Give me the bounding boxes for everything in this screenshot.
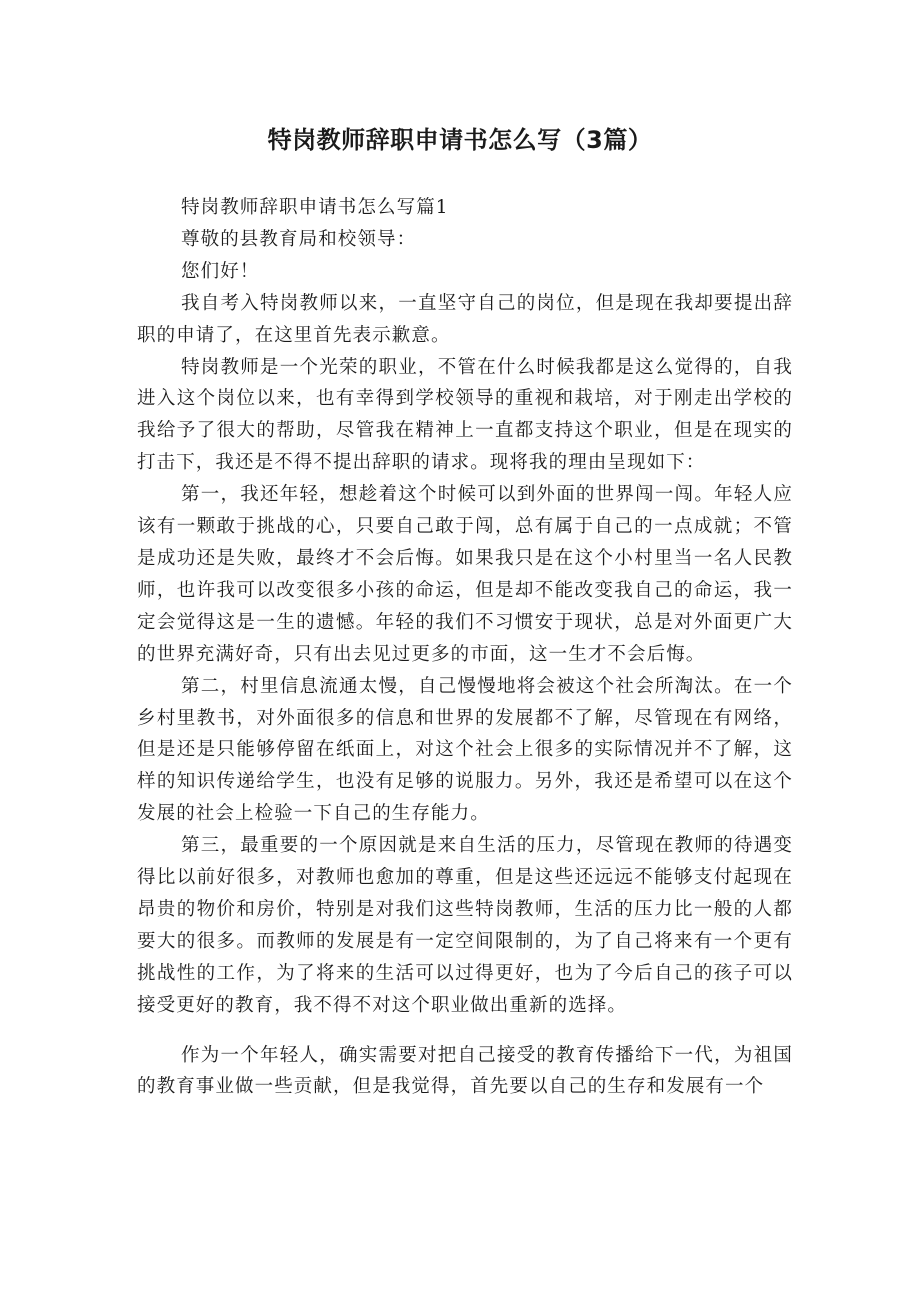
paragraph-closing: 作为一个年轻人，确实需要对把自己接受的教育传播给下一代，为祖国的教育事业做一些贡献，但是我觉得，首先要以自己的生存和发展有一个 <box>137 1044 793 1098</box>
paragraph-reason-two: 第二，村里信息流通太慢，自己慢慢地将会被这个社会所淘汰。在一个乡村里教书，对外面很多的信息和世界的发展都不了解，尽管现在有网络，但是还是只能够停留在纸面上，对这个社会上很多的实际情况并不了解，这样的知识传递给学生，也没有足够的说服力。另外，我还是希望可以在这个发展的社会上检验一下自己的生存能力。 <box>137 675 793 825</box>
paragraph-reason-three: 第三，最重要的一个原因就是来自生活的压力，尽管现在教师的待遇变得比以前好很多，对教师也愈加的尊重，但是这些还远远不能够支付起现在昂贵的物价和房价，特别是对我们这些特岗教师，生活的压力比一般的人都要大的很多。而教师的发展是有一定空间限制的，为了自己将来有一个更有挑战性的工作，为了将来的生活可以过得更好，也为了今后自己的孩子可以接受更好的教育，我不得不对这个职业做出重新的选择。 <box>137 835 793 1016</box>
document-body <box>137 192 793 1103</box>
greeting: 您们好！ <box>181 260 260 282</box>
document-title: 特岗教师辞职申请书怎么写（3篇） <box>267 126 653 154</box>
paragraph-reason-one: 第一，我还年轻，想趁着这个时候可以到外面的世界闯一闯。年轻人应该有一颗敢于挑战的心，只要自己敢于闯，总有属于自己的一点成就；不管是成功还是失败，最终才不会后悔。如果我只是在这个小村里当一名人民教师，也许我可以改变很多小孩的命运，但是却不能改变我自己的命运，我一定会觉得这是一生的遗憾。年轻的我们不习惯安于现状，总是对外面更广大的世界充满好奇，只有出去见过更多的市面，这一生才不会后悔。 <box>137 484 793 665</box>
salutation: 尊敬的县教育局和校领导： <box>181 228 417 250</box>
section-heading: 特岗教师辞职申请书怎么写篇1 <box>181 197 449 218</box>
paragraph-reason-overview: 特岗教师是一个光荣的职业，不管在什么时候我都是这么觉得的，自我进入这个岗位以来，也有幸得到学校领导的重视和栽培，对于刚走出学校的我给予了很大的帮助，尽管我在精神上一直都支持这个职业，但是在现实的打击下，我还是不得不提出辞职的请求。现将我的理由呈现如下： <box>137 356 793 474</box>
paragraph-intro: 我自考入特岗教师以来，一直坚守自己的岗位，但是现在我却要提出辞职的申请了，在这里首先表示歉意。 <box>137 292 793 346</box>
